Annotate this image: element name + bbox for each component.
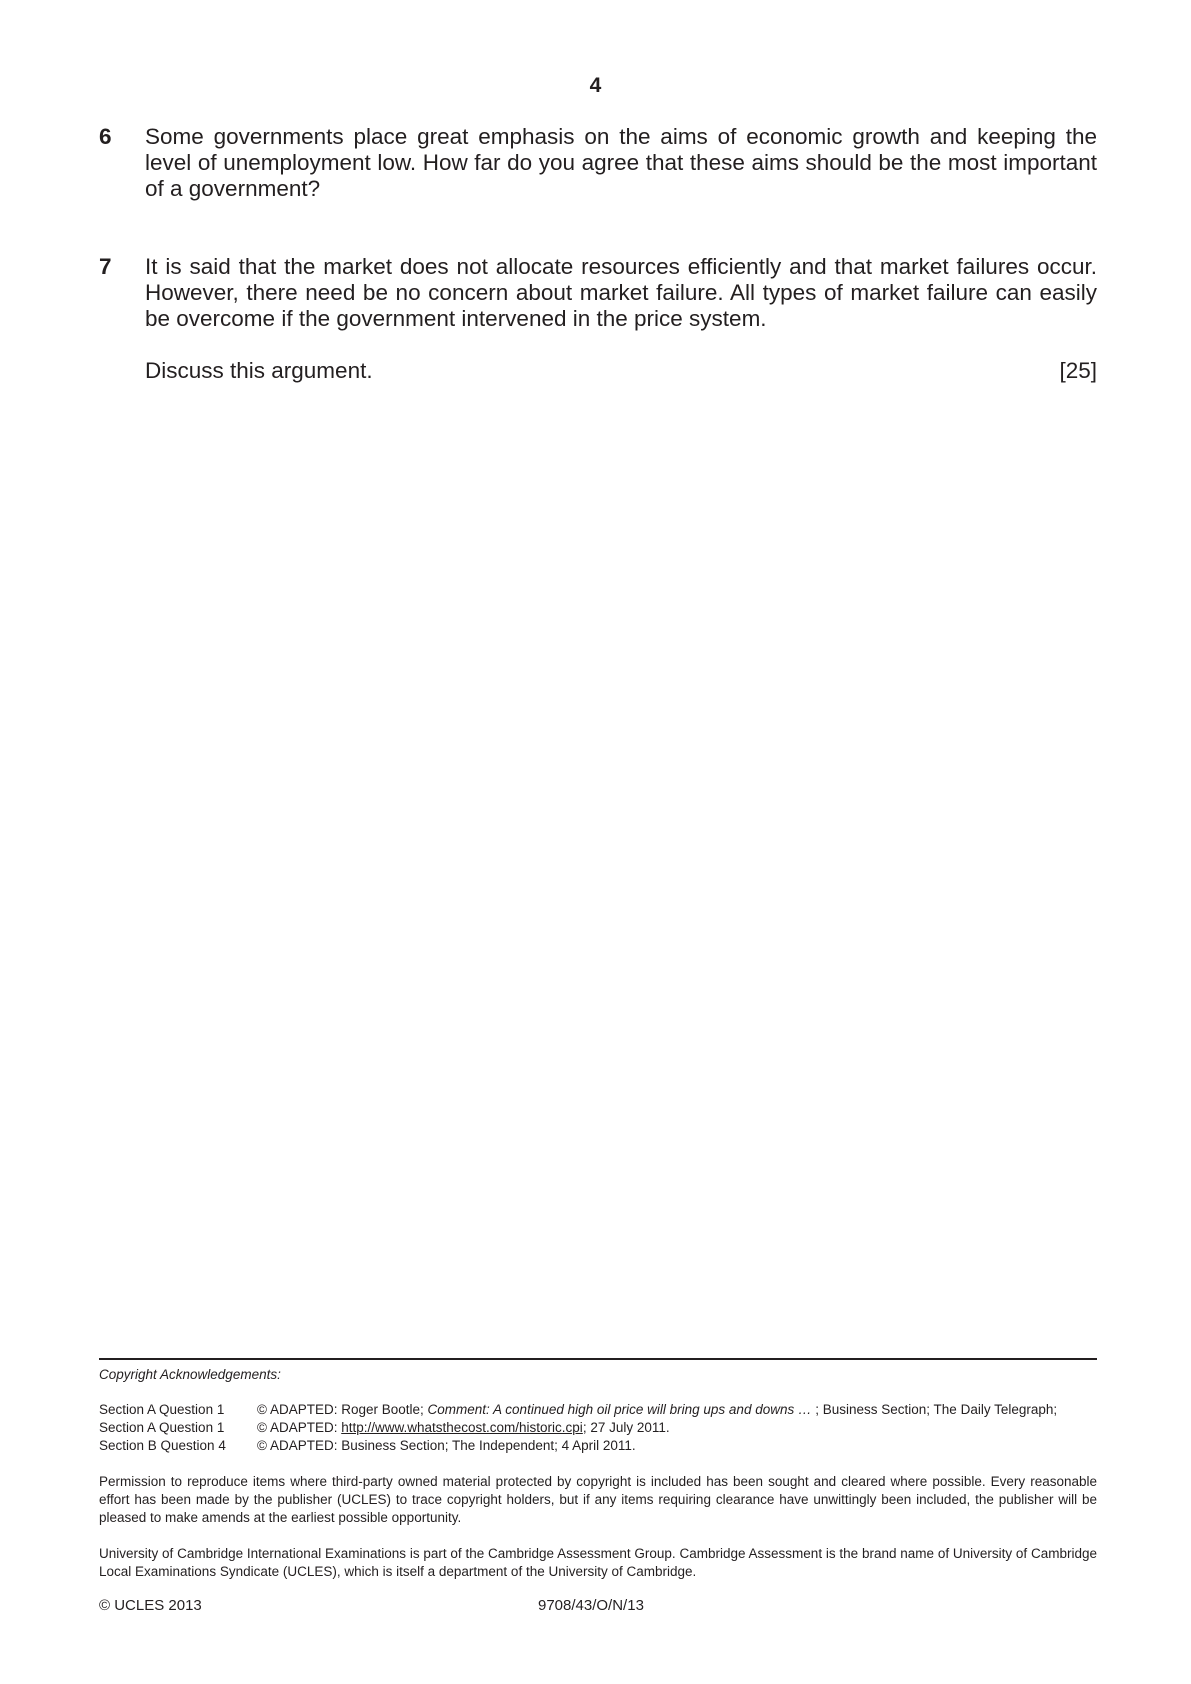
acknowledgement-source: © ADAPTED: Business Section; The Independent; 4 April 2011. (257, 1438, 636, 1453)
acknowledgement-label: Section A Question 1 (99, 1420, 225, 1435)
permission-notice: Permission to reproduce items where third-party owned material protected by copyright is included has been sought and cleared where possible. Every reasonable effort has been made by the publisher (UCLES) to trace copyright holders, but if any items requiring clearance have unwittingly been included, the publisher will be pleased to make amends at the earliest possible opportunity. (99, 1474, 1097, 1525)
acknowledgements-heading: Copyright Acknowledgements: (99, 1367, 281, 1382)
source-article-title: Comment: A continued high oil price will bring ups and downs … (427, 1402, 812, 1417)
question-instruction: Discuss this argument. (145, 358, 373, 383)
source-link[interactable]: http://www.whatsthecost.com/historic.cpi (341, 1420, 583, 1435)
acknowledgement-label: Section A Question 1 (99, 1402, 225, 1417)
acknowledgement-row (99, 1419, 1057, 1437)
footer-copyright: © UCLES 2013 (99, 1597, 202, 1614)
acknowledgement-source (257, 1401, 1057, 1419)
acknowledgement-source (257, 1419, 670, 1437)
source-suffix: ; Business Section; The Daily Telegraph; (811, 1402, 1058, 1417)
acknowledgement-row (99, 1401, 1057, 1419)
acknowledgement-label: Section B Question 4 (99, 1438, 226, 1453)
question-number: 7 (99, 254, 112, 279)
question-6 (99, 124, 1097, 202)
university-notice: University of Cambridge International Examinations is part of the Cambridge Assessment Group. Cambridge Assessment is the brand name of University of Cambridge Local Examinations Syndicate (UCLES), which is itself a department of the University of Cambridge. (99, 1546, 1097, 1579)
acknowledgements-list (99, 1401, 1057, 1455)
footer-divider (99, 1358, 1097, 1360)
footer-paper-code: 9708/43/O/N/13 (538, 1597, 644, 1614)
source-suffix: ; 27 July 2011. (582, 1420, 670, 1435)
question-text: Some governments place great emphasis on the aims of economic growth and keeping the level of unemployment low. How far do you agree that these aims should be the most important of a government? (145, 124, 1097, 201)
page-number: 4 (589, 74, 602, 97)
source-prefix: © ADAPTED: Roger Bootle; (257, 1402, 428, 1417)
acknowledgement-row (99, 1437, 1057, 1455)
question-text: It is said that the market does not allocate resources efficiently and that market failures occur. However, there need be no concern about market failure. All types of market failure can easily be overcome if the government intervened in the price system. (145, 254, 1097, 331)
source-prefix: © ADAPTED: (257, 1420, 342, 1435)
marks-allocation: [25] (1059, 358, 1097, 383)
question-number: 6 (99, 124, 112, 149)
question-7 (99, 254, 1097, 332)
question-7-instruction-row (145, 358, 1097, 384)
